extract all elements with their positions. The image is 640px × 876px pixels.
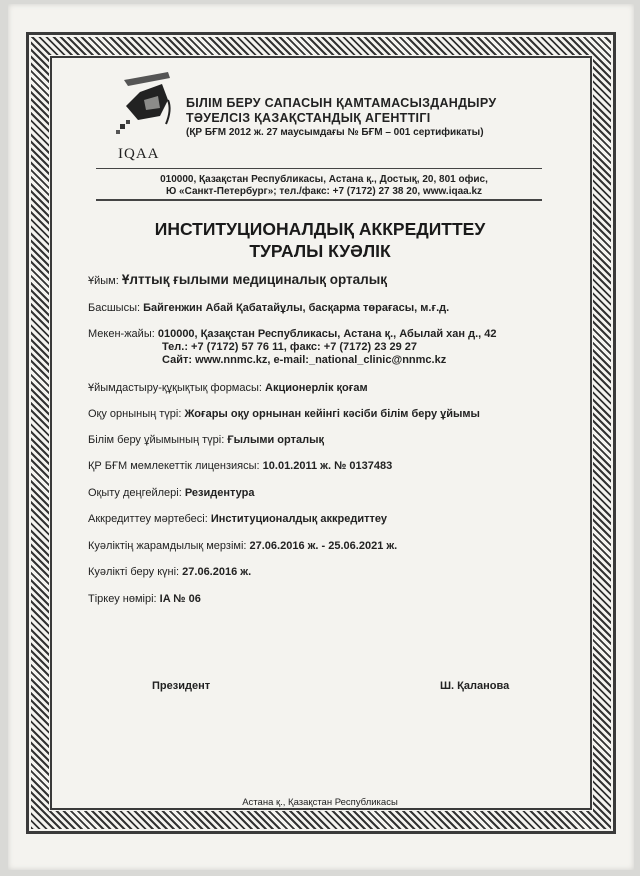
- field-value: Акционерлік қоғам: [265, 382, 368, 394]
- field-value: Ғылыми орталық: [227, 434, 324, 446]
- field-label: Тіркеу нөмірі:: [88, 593, 157, 605]
- field-label: ҚР БҒМ мемлекеттік лицензиясы:: [88, 460, 260, 472]
- certificate-title: [80, 218, 560, 262]
- field-label: Ұйым:: [88, 275, 119, 287]
- field-levels: [88, 487, 255, 499]
- iqaa-logo-icon: [110, 70, 174, 150]
- signature-name: Ш. Қаланова: [440, 680, 510, 692]
- footer-location: Астана қ., Қазақстан Республикасы: [242, 797, 398, 808]
- field-value: 10.01.2011 ж. № 0137483: [262, 460, 393, 472]
- field-head: [88, 302, 449, 314]
- agency-header: [186, 96, 496, 138]
- field-label: Оқыту деңгейлері:: [88, 487, 182, 499]
- field-institution-type: [88, 408, 480, 420]
- field-accreditation-status: [88, 513, 387, 525]
- field-value: Ұлттық ғылыми медициналық орталық: [121, 272, 388, 287]
- field-label: Мекен-жайы:: [88, 328, 155, 340]
- field-label: Оқу орнының түрі:: [88, 408, 182, 420]
- agency-certificate-note: (ҚР БҒМ 2012 ж. 27 маусымдағы № БҒМ – 001 сертификаты): [186, 127, 484, 138]
- field-value: 27.06.2016 ж. - 25.06.2021 ж.: [249, 540, 398, 552]
- ornamental-border-inner: [50, 56, 592, 810]
- field-label: Аккредиттеу мәртебесі:: [88, 513, 208, 525]
- field-value: Жоғары оқу орнынан кейінгі кәсіби білім беру ұйымы: [184, 408, 480, 420]
- address-web: Сайт: www.nnmc.kz, e-mail:_national_clinic@nnmc.kz: [162, 354, 447, 366]
- agency-name-line2: ТӘУЕЛСІЗ ҚАЗАҚСТАНДЫҚ АГЕНТТІГІ: [186, 111, 431, 125]
- field-validity: [88, 540, 397, 552]
- field-organization-kind: [88, 434, 324, 446]
- title-line2: ТУРАЛЫ КУӘЛІК: [249, 241, 391, 261]
- field-registration-number: [88, 593, 201, 605]
- field-issue-date: [88, 566, 251, 578]
- field-address: [88, 328, 496, 340]
- logo-text: IQAA: [118, 146, 160, 162]
- field-organization: [88, 272, 387, 287]
- header-rule-bottom: [96, 199, 542, 201]
- title-line1: ИНСТИТУЦИОНАЛДЫҚ АККРЕДИТТЕУ: [154, 219, 486, 239]
- field-label: Куәліктің жарамдылық мерзімі:: [88, 540, 247, 552]
- contact-line1: 010000, Қазақстан Республикасы, Астана қ., Достық, 20, 801 офис,: [160, 174, 488, 185]
- header-rule-top: [96, 168, 542, 169]
- field-label: Куәлікті беру күні:: [88, 566, 180, 578]
- field-value: 010000, Қазақстан Республикасы, Астана қ., Абылай хан д., 42: [157, 328, 497, 340]
- agency-contact: [86, 174, 562, 198]
- field-license: [88, 460, 392, 472]
- address-phone: Тел.: +7 (7172) 57 76 11, факс: +7 (7172) 23 29 27: [162, 341, 418, 353]
- field-legal-form: [88, 382, 368, 394]
- field-label: Басшысы:: [88, 302, 141, 314]
- field-value: IA № 06: [159, 593, 201, 605]
- field-value: Резидентура: [184, 487, 255, 499]
- field-label: Білім беру ұйымының түрі:: [88, 434, 225, 446]
- field-value: Институционалдық аккредиттеу: [210, 513, 387, 525]
- field-label: Ұйымдастыру-құқықтық формасы:: [88, 382, 262, 394]
- field-value: Байгенжин Абай Қабатайұлы, басқарма төрағасы, м.ғ.д.: [143, 302, 450, 314]
- signature-role: Президент: [152, 680, 211, 692]
- contact-line2: Ю «Санкт-Петербург»; тел./факс: +7 (7172) 27 38 20, www.iqaa.kz: [165, 186, 483, 197]
- field-value: 27.06.2016 ж.: [182, 566, 252, 578]
- agency-name-line1: БІЛІМ БЕРУ САПАСЫН ҚАМТАМАСЫЗДАНДЫРУ: [186, 96, 497, 110]
